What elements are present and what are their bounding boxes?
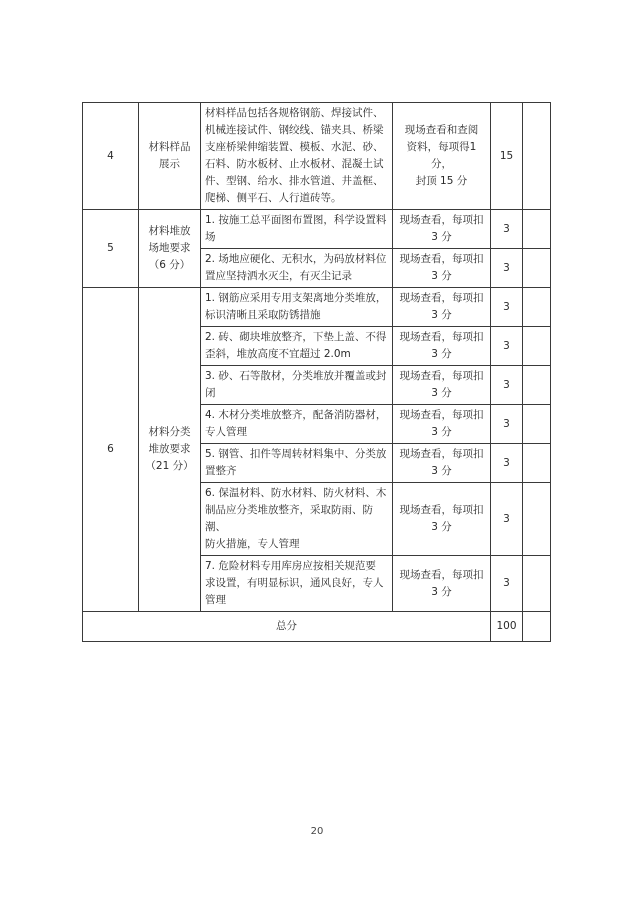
table-row (83, 210, 551, 249)
deduction-cell (523, 210, 551, 249)
score-cell: 3 (491, 249, 523, 288)
requirement-text: 3. 砂、石等散材，分类堆放并覆盖或封 闭 (201, 366, 393, 405)
requirement-text: 6. 保温材料、防水材料、防火材料、木 制品应分类堆放整齐，采取防雨、防潮、 防火措施，专人管理 (201, 483, 393, 556)
total-label: 总分 (83, 612, 491, 642)
deduction-cell (523, 327, 551, 366)
score-cell: 3 (491, 288, 523, 327)
deduction-cell (523, 405, 551, 444)
score-cell: 3 (491, 556, 523, 612)
row-number: 5 (83, 210, 139, 288)
deduction-cell (523, 444, 551, 483)
score-cell: 15 (491, 103, 523, 210)
check-method: 现场查看，每项扣 3 分 (393, 444, 491, 483)
deduction-cell (523, 366, 551, 405)
check-method: 现场查看，每项扣 3 分 (393, 405, 491, 444)
deduction-cell (523, 288, 551, 327)
requirement-text: 材料样品包括各规格钢筋、焊接试件、 机械连接试件、钢绞线、锚夹具、桥梁 支座桥梁伸缩装置、模板、水泥、砂、 石料、防水板材、止水板材、混凝土试 件、型钢、给水、排水管道、井盖框、 爬梯、侧平石、人行道砖等。 (201, 103, 393, 210)
check-method: 现场查看，每项扣 3 分 (393, 249, 491, 288)
requirement-text: 2. 场地应硬化、无积水，为码放材料位 置应坚持洒水灭尘，有灭尘记录 (201, 249, 393, 288)
requirement-text: 4. 木材分类堆放整齐，配备消防器材， 专人管理 (201, 405, 393, 444)
check-method: 现场查看，每项扣 3 分 (393, 556, 491, 612)
requirement-text: 5. 钢管、扣件等周转材料集中、分类放 置整齐 (201, 444, 393, 483)
deduction-cell (523, 249, 551, 288)
requirement-text: 2. 砖、砌块堆放整齐，下垫上盖、不得 歪斜，堆放高度不宜超过 2.0m (201, 327, 393, 366)
total-deduction (523, 612, 551, 642)
item-name: 材料样品 展示 (139, 103, 201, 210)
page-number: 20 (310, 826, 324, 837)
score-cell: 3 (491, 483, 523, 556)
score-cell: 3 (491, 405, 523, 444)
total-score: 100 (491, 612, 523, 642)
check-method: 现场查看，每项扣 3 分 (393, 366, 491, 405)
check-method: 现场查看，每项扣 3 分 (393, 288, 491, 327)
score-cell: 3 (491, 327, 523, 366)
check-method: 现场查看，每项扣 3 分 (393, 483, 491, 556)
requirement-text: 7. 危险材料专用库房应按相关规范要 求设置，有明显标识，通风良好，专人 管理 (201, 556, 393, 612)
score-cell: 3 (491, 444, 523, 483)
row-number: 4 (83, 103, 139, 210)
table-row (83, 288, 551, 327)
row-number: 6 (83, 288, 139, 612)
item-name: 材料堆放 场地要求 （6 分） (139, 210, 201, 288)
scoring-table (82, 102, 551, 642)
item-name: 材料分类 堆放要求 （21 分） (139, 288, 201, 612)
check-method: 现场查看，每项扣 3 分 (393, 210, 491, 249)
requirement-text: 1. 按施工总平面图布置图，科学设置料 场 (201, 210, 393, 249)
total-row (83, 612, 551, 642)
score-cell: 3 (491, 366, 523, 405)
table-row (83, 103, 551, 210)
check-method: 现场查看和查阅 资料，每项得1分， 封顶 15 分 (393, 103, 491, 210)
deduction-cell (523, 556, 551, 612)
check-method: 现场查看，每项扣 3 分 (393, 327, 491, 366)
deduction-cell (523, 483, 551, 556)
deduction-cell (523, 103, 551, 210)
requirement-text: 1. 钢筋应采用专用支架离地分类堆放， 标识清晰且采取防锈措施 (201, 288, 393, 327)
score-cell: 3 (491, 210, 523, 249)
